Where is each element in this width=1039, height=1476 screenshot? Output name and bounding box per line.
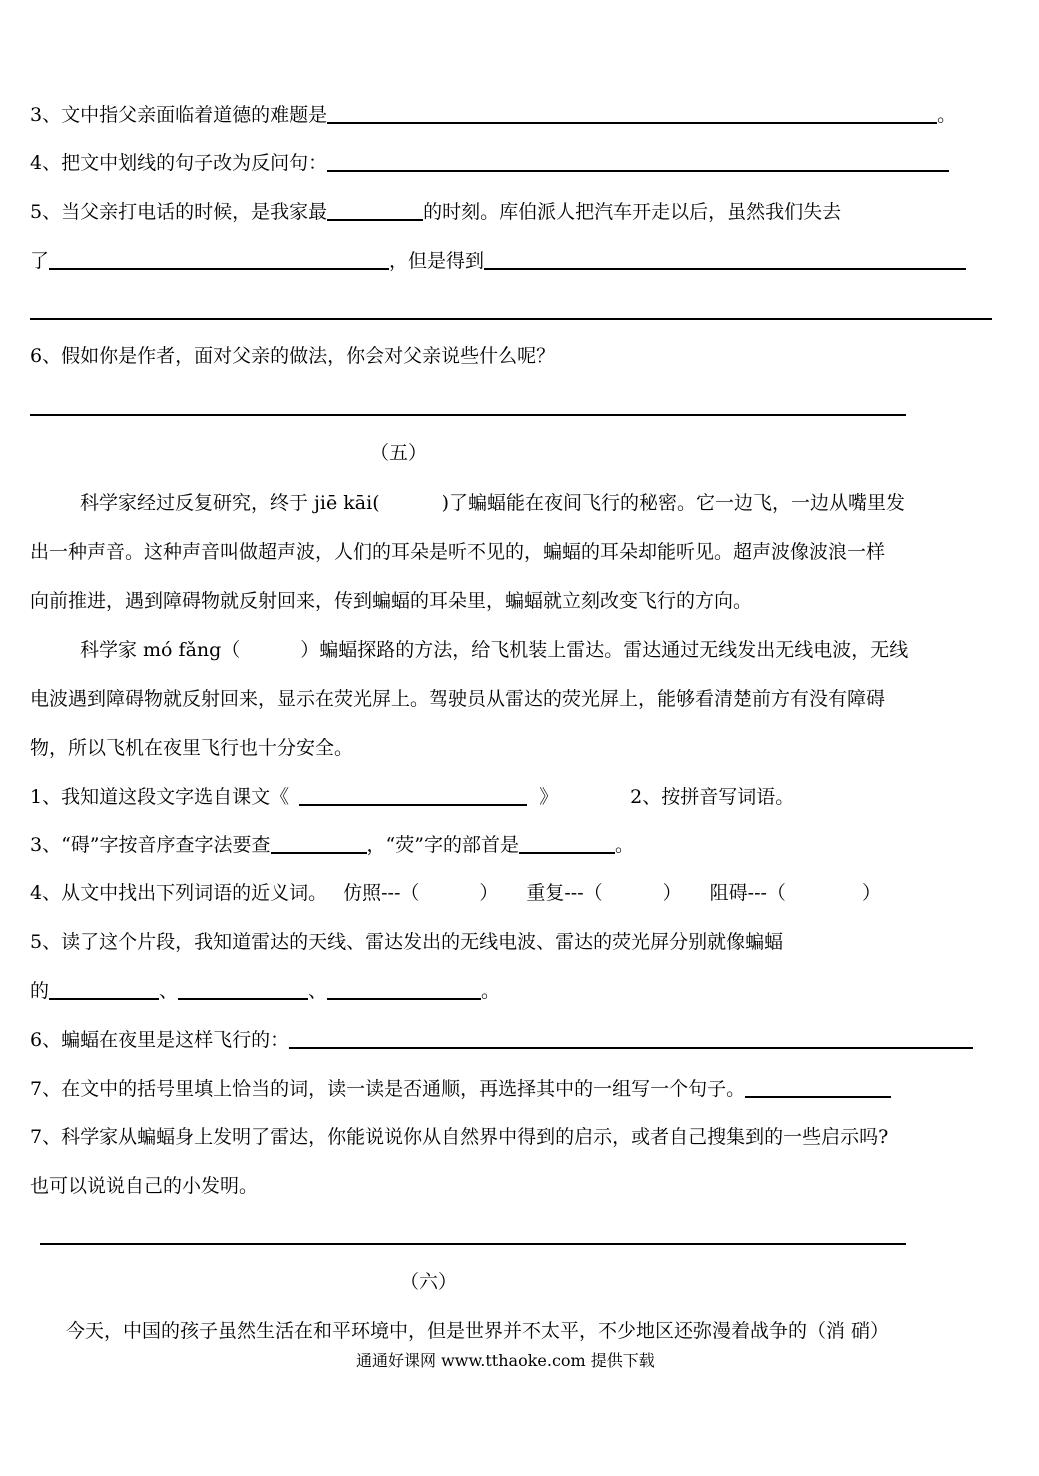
answer-blank[interactable] [484,248,966,270]
q-text: 阻碍---（ [709,882,786,904]
q-number: 3、 [30,104,62,126]
q5-5-line2 [30,978,500,1004]
q-text: 按拼音写词语。 [661,786,795,808]
q-text: 把文中划线的句子改为反问句： [61,152,328,174]
page-footer: 通通好课网 www.tthaoke.com 提供下载 [356,1351,655,1370]
q4-5-line1 [30,199,841,225]
passage-line [80,637,908,663]
q-text: 仿照---（ [343,882,420,904]
q-text: 在文中的括号里填上恰当的词，读一读是否通顺，再选择其中的一组写一个句子。 [61,1078,746,1100]
q4-4 [30,150,949,176]
q-end: 。 [481,980,501,1002]
q5-5-line1 [30,929,783,955]
answer-blank[interactable] [49,978,159,1000]
q5-7b-line1 [30,1124,888,1150]
q5-7b-line2: 也可以说说自己的小发明。 [30,1175,259,1197]
q-number: 5、 [30,931,62,953]
passage-line [80,490,905,516]
answer-blank[interactable] [519,832,615,854]
q-text: 的时刻。库伯派人把汽车开走以后，虽然我们失去 [423,201,842,223]
q-text: 我知道这段文字选自课文《 [61,786,290,808]
answer-line[interactable] [30,318,992,320]
q-number: 6、 [30,1029,62,1051]
q-number: 6、 [30,345,62,367]
answer-blank[interactable] [289,1027,973,1049]
passage-text: )了蝙蝠能在夜间飞行的秘密。它一边飞，一边从嘴里发 [441,492,906,514]
q5-6 [30,1027,973,1053]
q-text: 》 [539,786,559,808]
q-text: ） [479,882,499,904]
q-number: 7、 [30,1078,62,1100]
answer-blank[interactable] [49,248,389,270]
q-number: 7、 [30,1126,62,1148]
section-heading-5: （五） [370,442,428,464]
answer-blank[interactable] [271,832,367,854]
answer-blank[interactable] [299,784,527,806]
q5-7a [30,1076,891,1102]
q-text: ，但是得到 [389,250,485,272]
passage-line: 今天，中国的孩子虽然生活在和平环境中，但是世界并不太平，不少地区还弥漫着战争的（消 硝） [66,1320,890,1342]
q-end: 。 [937,104,957,126]
q-text: “碍”字按音序查字法要查 [61,834,271,856]
answer-blank[interactable] [327,199,423,221]
q-number: 4、 [30,152,62,174]
q4-3 [30,102,956,128]
passage-line: 出一种声音。这种声音叫做超声波，人们的耳朵是听不见的，蝙蝠的耳朵却能听见。超声波像波浪一样 [30,541,886,563]
section-heading-6: （六） [400,1271,458,1293]
q-text: 、 [308,980,328,1002]
q-text: 假如你是作者，面对父亲的做法，你会对父亲说些什么呢？ [61,345,556,367]
q5-4 [30,880,881,906]
answer-blank[interactable] [327,978,481,1000]
passage-text: ）蝙蝠探路的方法，给飞机装上雷达。雷达通过无线发出无线电波，无线 [300,639,909,661]
q-text: 从文中找出下列词语的近义词。 [61,882,328,904]
passage-text: 科学家经过反复研究，终于 jiē kāi( [80,492,380,514]
answer-line[interactable] [40,1243,906,1245]
q-text: 蝙蝠在夜里是这样飞行的： [61,1029,290,1051]
q-text: 文中指父亲面临着道德的难题是 [61,104,328,126]
q-text: 当父亲打电话的时候，是我家最 [61,201,328,223]
q4-6 [30,343,555,369]
q-number: 2、 [630,786,662,808]
q-text: ） [861,882,881,904]
passage-line: 电波遇到障碍物就反射回来，显示在荧光屏上。驾驶员从雷达的荧光屏上，能够看清楚前方有没有障碍 [30,688,886,710]
q-text: 了 [30,250,50,272]
passage-line: 向前推进，遇到障碍物就反射回来，传到蝙蝠的耳朵里，蝙蝠就立刻改变飞行的方向。 [30,590,753,612]
q-end: 。 [614,834,634,856]
answer-blank[interactable] [178,978,308,1000]
q-number: 3、 [30,834,62,856]
q-number: 1、 [30,786,62,808]
q-text: ） [662,882,682,904]
answer-blank[interactable] [745,1076,891,1098]
passage-text: 科学家 mó fǎng（ [80,639,241,661]
q4-5-line2 [30,248,966,274]
passage-line: 物，所以飞机在夜里飞行也十分安全。 [30,737,354,759]
q-number: 5、 [30,201,62,223]
q5-3 [30,832,634,858]
q-text: 的 [30,980,50,1002]
answer-line[interactable] [30,414,906,416]
q-text: 、 [159,980,179,1002]
q-text: 重复---（ [526,882,603,904]
q-text: 科学家从蝙蝠身上发明了雷达，你能说说你从自然界中得到的启示，或者自己搜集到的一些启示吗? [61,1126,889,1148]
answer-blank[interactable] [327,150,949,172]
q-text: 读了这个片段，我知道雷达的天线、雷达发出的无线电波、雷达的荧光屏分别就像蝙蝠 [61,931,784,953]
q-number: 4、 [30,882,62,904]
q-text: ，“荧”字的部首是 [366,834,519,856]
q5-1-2 [30,784,794,810]
answer-blank[interactable] [327,102,937,124]
